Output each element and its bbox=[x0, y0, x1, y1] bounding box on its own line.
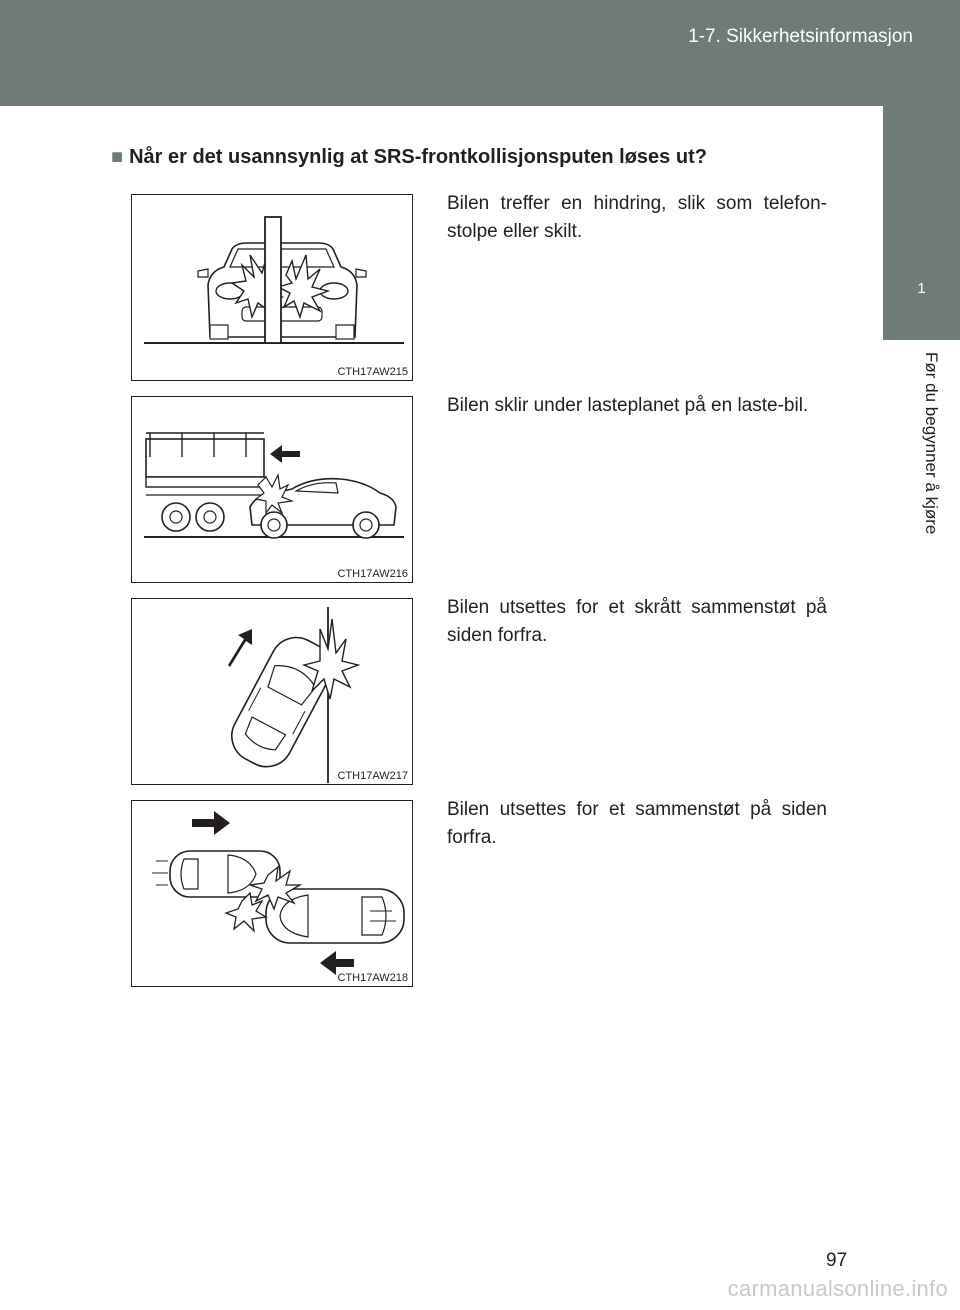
oblique-side-impact-illustration bbox=[132, 599, 414, 786]
section-heading bbox=[111, 146, 707, 169]
car-under-truck-illustration bbox=[132, 397, 414, 584]
chapter-title: Før du begynner å kjøre bbox=[922, 352, 941, 535]
figure-code: CTH17AW218 bbox=[337, 972, 408, 984]
figure-car-under-truck bbox=[131, 396, 413, 583]
item-description: Bilen sklir under lasteplanet på en laste-bil. bbox=[447, 395, 809, 416]
figure-code: CTH17AW217 bbox=[337, 770, 408, 782]
figure-code: CTH17AW216 bbox=[337, 568, 408, 580]
item-description: Bilen utsettes for et sammenstøt på siden forfra. bbox=[447, 799, 827, 848]
chapter-tab bbox=[883, 106, 960, 338]
side-front-impact-illustration bbox=[132, 801, 414, 988]
figure-car-hits-pole bbox=[131, 194, 413, 381]
figure-side-impact bbox=[131, 800, 413, 987]
item-description: Bilen treffer en hindring, slik som telefon-stolpe eller skilt. bbox=[447, 193, 827, 242]
chapter-number: 1 bbox=[917, 280, 926, 297]
section-title: 1-7. Sikkerhetsinformasjon bbox=[688, 26, 913, 47]
heading-bullet: ■ bbox=[111, 146, 124, 168]
car-hits-pole-illustration bbox=[132, 195, 414, 382]
figure-oblique-impact bbox=[131, 598, 413, 785]
item-description: Bilen utsettes for et skrått sammenstøt på siden forfra. bbox=[447, 597, 827, 646]
page-number: 97 bbox=[826, 1250, 848, 1271]
heading-text: Når er det usannsynlig at SRS-frontkollisjonsputen løses ut? bbox=[129, 146, 707, 168]
chapter-tab-divider bbox=[883, 338, 960, 340]
header-band bbox=[0, 0, 960, 106]
watermark: carmanualsonline.info bbox=[727, 1276, 948, 1301]
figure-code: CTH17AW215 bbox=[337, 366, 408, 378]
